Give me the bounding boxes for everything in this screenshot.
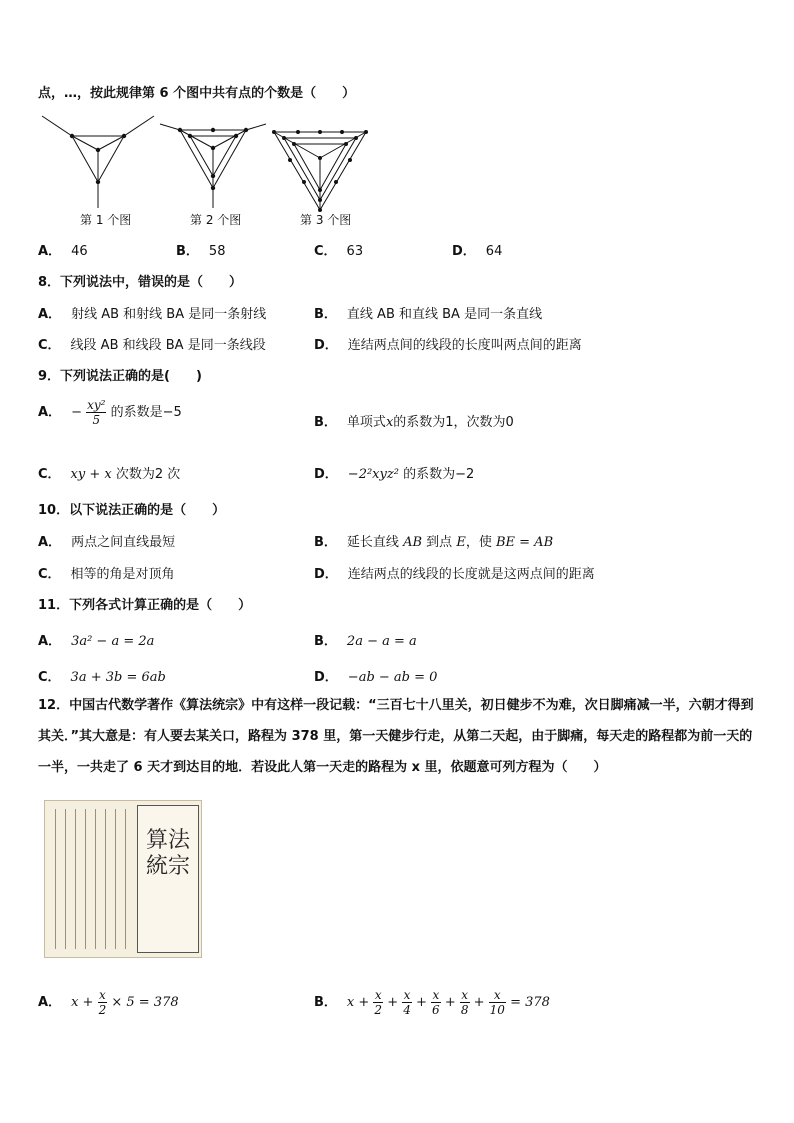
figure-1-caption: 第 1 个图 — [80, 213, 132, 227]
q8-option-b: B． 直线 AB 和直线 BA 是同一条直线 — [314, 307, 543, 322]
q11-option-a: A． 3a² − a = 2a — [38, 634, 155, 649]
q7-option-a: A． 46 — [38, 244, 88, 259]
q7-stem: 点，…，按此规律第 6 个图中共有点的个数是（ ） — [38, 86, 356, 101]
book-cover-panel — [137, 805, 199, 953]
q7-option-b: B． 58 — [176, 244, 226, 259]
q10-option-b: B． 延长直线 AB 到点 E，使 BE = AB — [314, 535, 554, 550]
fraction: $\frac{x}{2}$ — [374, 988, 383, 1017]
q8-option-a: A． 射线 AB 和射线 BA 是同一条射线 — [38, 307, 267, 322]
q7-option-c: C． 63 — [314, 244, 364, 259]
q12-option-a: A． x + $\frac{x}{2}$ × 5 = 378 — [38, 988, 179, 1017]
q11-option-b: B． 2a − a = a — [314, 634, 417, 649]
q8-stem: 8．下列说法中，错误的是（ ） — [38, 275, 243, 290]
book-title: 算法統宗 — [146, 828, 191, 879]
q11-stem: 11．下列各式计算正确的是（ ） — [38, 598, 252, 613]
fraction: $\frac{x}{6}$ — [432, 988, 440, 1017]
fraction: $\frac{x}{10}$ — [489, 988, 505, 1017]
q12-stem: 12．中国古代数学著作《算法统宗》中有这样一段记载：“三百七十八里关，初日健步不为难，次日脚痛减一半，六朝才得到其关．”其大意是：有人要去某关口，路程为 378 里，第一天健步行走，从第二天起，由于脚痛，每天走的路程都为前一天的一半，一共走了 6 天才到达目的地．若设此人第一天走的路程为 x 里，依题意可列方程为（ ） — [38, 698, 754, 775]
q10-option-c: C． 相等的角是对顶角 — [38, 567, 175, 582]
q9-option-d: D． −2²xyz² 的系数为−2 — [314, 467, 475, 482]
q7-option-d: D． 64 — [452, 244, 503, 259]
fraction: $\frac{x}{8}$ — [460, 988, 469, 1017]
triangle-figure-3 — [270, 124, 380, 214]
q8-option-d: D． 连结两点间的线段的长度叫两点间的距离 — [314, 338, 582, 353]
q12-option-b: B． x + $\frac{x}{2}$ + $\frac{x}{4}$ + $\frac{x}{6}$ + $\frac{x}{8}$ + $\frac{x}{10}$ = 378 — [314, 988, 550, 1017]
q10-stem: 10．以下说法正确的是（ ） — [38, 503, 226, 518]
book-text-columns — [49, 809, 131, 949]
q10-option-a: A． 两点之间直线最短 — [38, 535, 176, 550]
q9-stem: 9．下列说法正确的是( ) — [38, 369, 202, 384]
figure-2-caption: 第 2 个图 — [190, 213, 242, 227]
figure-3-caption: 第 3 个图 — [300, 213, 352, 227]
fraction: $\frac{x}{2}$ — [98, 988, 107, 1017]
book-image — [44, 800, 202, 958]
q9-option-a: A． − $\frac{\text{xy²}}{5}$ 的系数是−5 — [38, 398, 182, 427]
q9-option-b: B． 单项式x的系数为1，次数为0 — [314, 415, 514, 430]
q9-option-c: C． xy + x 次数为2 次 — [38, 467, 181, 482]
triangle-pattern-figures — [38, 112, 278, 212]
fraction: $\frac{x}{4}$ — [403, 988, 411, 1017]
q11-option-d: D． −ab − ab = 0 — [314, 670, 438, 685]
q8-option-c: C． 线段 AB 和线段 BA 是同一条线段 — [38, 338, 266, 353]
q11-option-c: C． 3a + 3b = 6ab — [38, 670, 166, 685]
fraction: $\frac{\text{xy²}}{5}$ — [87, 398, 106, 427]
q10-option-d: D． 连结两点的线段的长度就是这两点间的距离 — [314, 567, 595, 582]
